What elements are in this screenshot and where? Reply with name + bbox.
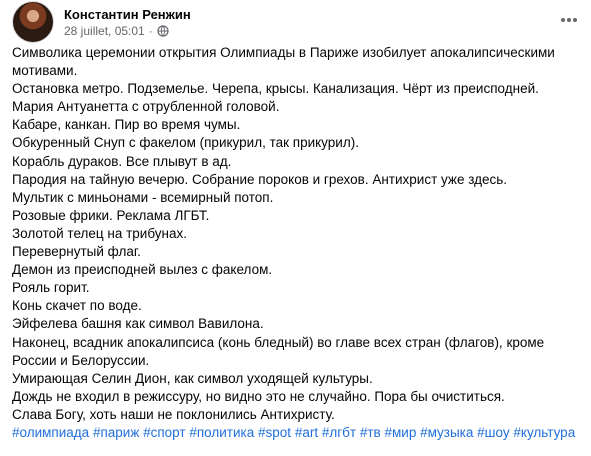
hashtag-link[interactable]: #политика [189, 424, 255, 440]
hashtag-link[interactable]: #культура [513, 424, 576, 440]
post-text [12, 44, 584, 424]
post-line: Умирающая Селин Дион, как символ уходящей культуры. [12, 370, 373, 386]
separator-dot: · [148, 23, 153, 38]
post-header [12, 0, 191, 44]
hashtag-link[interactable]: #париж [92, 424, 140, 440]
post-line: Остановка метро. Подземелье. Черепа, крысы. Канализация. Чёрт из преисподней. [12, 81, 539, 97]
post-line: Пародия на тайную вечерю. Собрание пороков и грехов. Антихрист уже здесь. [12, 171, 508, 187]
more-options-button[interactable] [555, 6, 583, 34]
hashtag-list [12, 424, 584, 442]
more-horizontal-icon [561, 18, 577, 22]
post-line: Рояль горит. [12, 280, 90, 296]
hashtag-link[interactable]: #тв [359, 424, 381, 440]
author-avatar[interactable] [12, 1, 54, 43]
post-line: Наконец, всадник апокалипсиса (конь бледный) во главе всех стран (флагов), кроме России и Белоруссии. [12, 334, 545, 368]
hashtag-link[interactable]: #спорт [143, 424, 186, 440]
post-line: Золотой телец на трибунах. [12, 225, 187, 241]
post-line: Демон из преисподней вылез с факелом. [12, 262, 273, 278]
post-line: Конь скачет по воде. [12, 298, 142, 314]
hashtag-link[interactable]: #музыка [420, 424, 474, 440]
post-line: Мария Антуанетта с отрубленной головой. [12, 99, 280, 115]
post-line: Розовые фрики. Реклама ЛГБТ. [12, 207, 210, 223]
post-subline [64, 23, 191, 39]
post-line: Обкуренный Снуп с факелом (прикурил, так прикурил). [12, 135, 359, 151]
post-line: Слава Богу, хоть наши не поклонились Антихристу. [12, 406, 335, 422]
hashtag-link[interactable]: #лгбт [321, 424, 357, 440]
post-body [12, 44, 584, 442]
post-line: Эйфелева башня как символ Вавилона. [12, 316, 264, 332]
hashtag-link[interactable]: #олимпиада [12, 424, 90, 440]
post-line: Дождь не входил в режиссуру, но видно это не случайно. Пора бы очиститься. [12, 388, 505, 404]
post-meta [64, 6, 191, 39]
hashtag-link[interactable]: #spot [258, 424, 292, 440]
post-line: Корабль дураков. Все плывут в ад. [12, 153, 232, 169]
post-line: Символика церемонии открытия Олимпиады в Париже изобилует апокалипсическими мотивами. [12, 45, 555, 79]
hashtag-link[interactable]: #шоу [477, 424, 510, 440]
globe-icon [157, 25, 169, 37]
post-line: Мультик с миньонами - всемирный потоп. [12, 189, 274, 205]
author-name[interactable]: Константин Ренжин [64, 6, 191, 22]
post-line: Перевернутый флаг. [12, 244, 141, 260]
post-date[interactable]: 28 juillet, 05:01 [64, 23, 145, 38]
hashtag-link[interactable]: #art [294, 424, 319, 440]
hashtag-link[interactable]: #мир [384, 424, 417, 440]
post-line: Кабаре, канкан. Пир во время чумы. [12, 117, 241, 133]
